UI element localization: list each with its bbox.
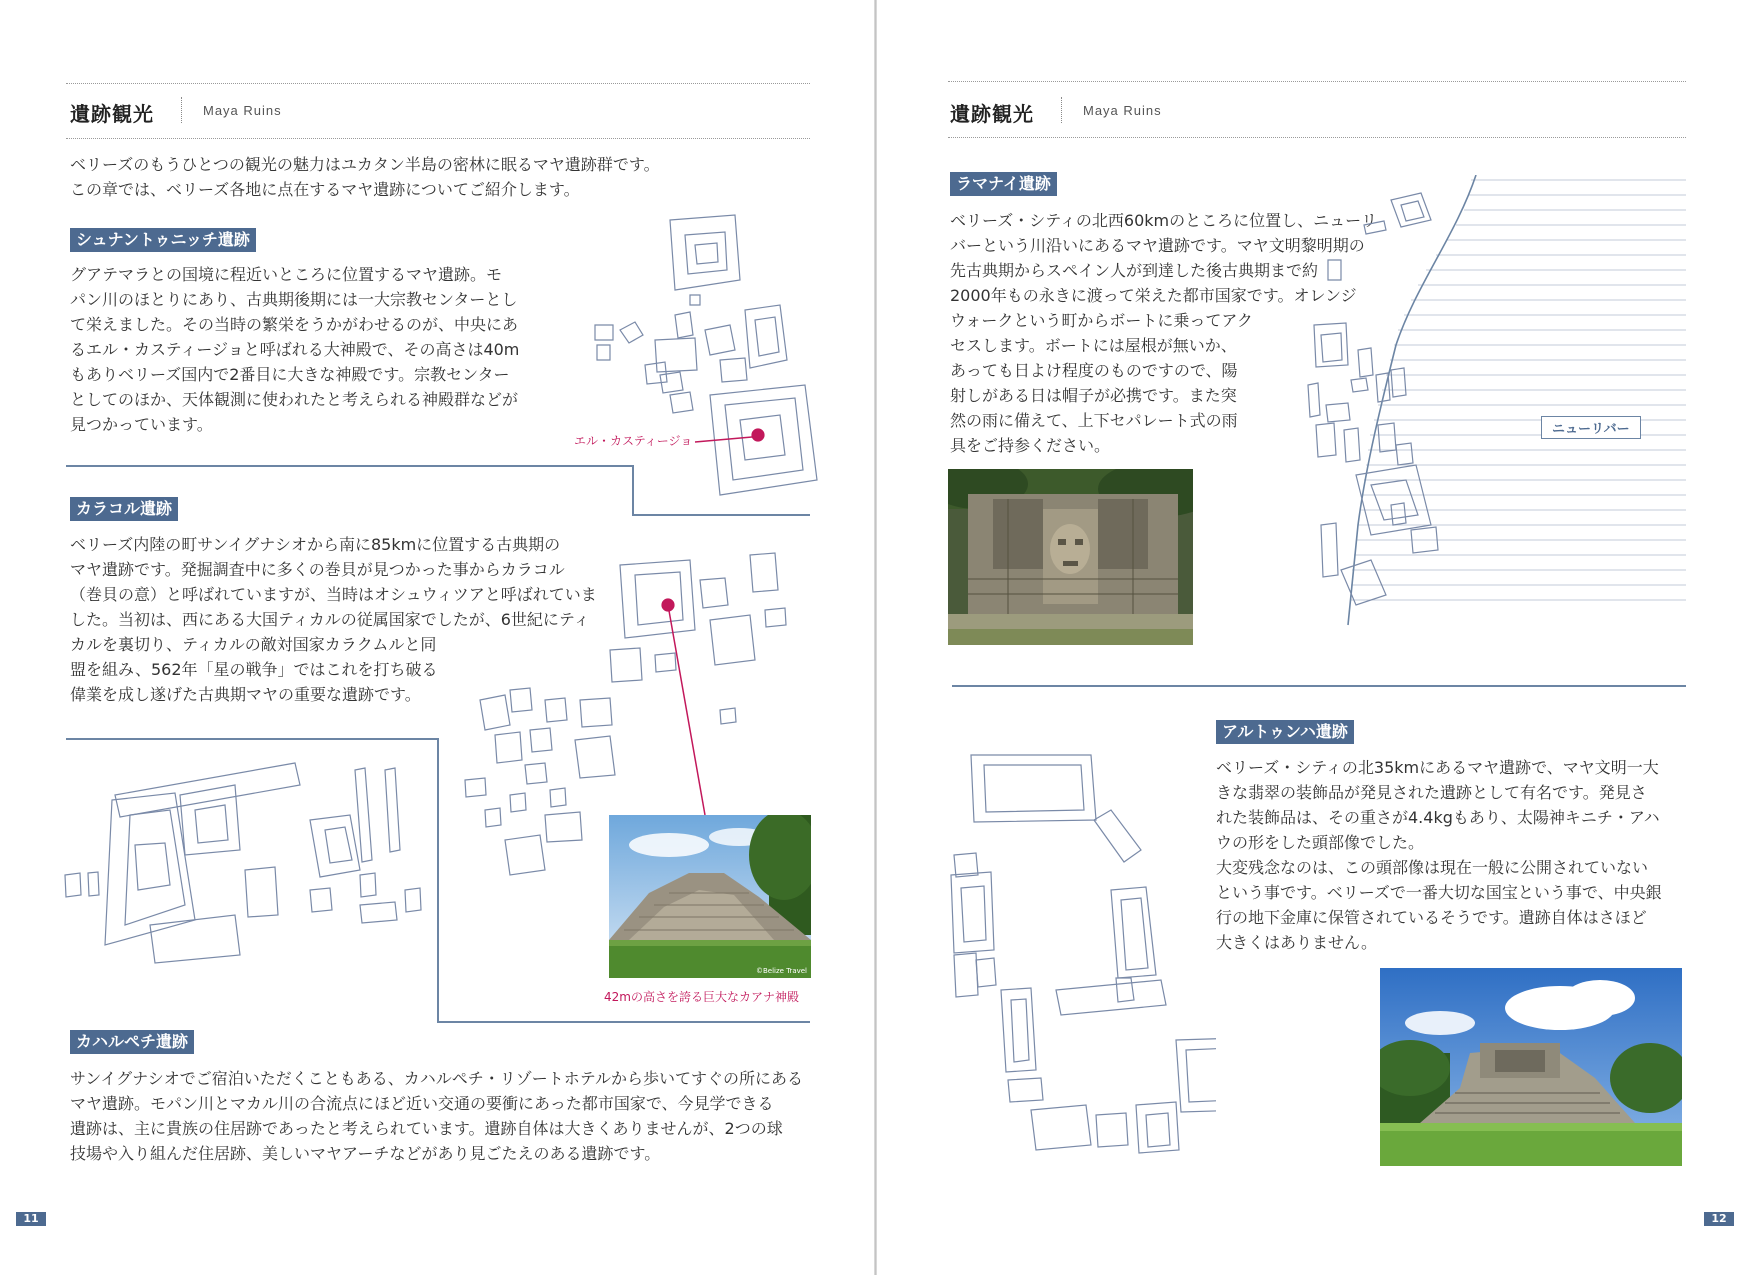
header-bottom-rule [66,138,810,139]
intro-text [70,152,810,202]
text-line: 大きくはありません。 [1216,933,1377,952]
page-subtitle: Maya Ruins [203,103,282,118]
caana-photo-caption: 42mの高さを誇る巨大なカアナ神殿 [604,990,799,1004]
text-line: きな翡翠の装飾品が発見された遺跡として有名です。発見さ [1216,783,1647,802]
caana-temple-photo [609,815,811,978]
header-bottom-rule [948,137,1686,138]
lamanai-heading: ラマナイ遺跡 [950,172,1057,196]
page-subtitle: Maya Ruins [1083,103,1162,118]
header-divider [1061,97,1062,123]
altun-ha-site-map [946,750,1216,1180]
page-title: 遺跡観光 [70,102,154,126]
altun-ha-heading: アルトゥンハ遺跡 [1216,720,1354,744]
text-line: ベリーズ内陸の町サンイグナシオから南に85kmに位置する古典期の [70,535,561,554]
altun-ha-text [1216,755,1686,955]
text-line: 見つかっています。 [70,415,213,434]
text-line: るエル・カスティージョと呼ばれる大神殿で、その高さは40m [70,340,520,359]
page-title: 遺跡観光 [950,102,1034,126]
caracol-heading: カラコル遺跡 [70,497,178,521]
right-page [876,0,1752,1275]
cahal-pech-heading: カハルペチ遺跡 [70,1030,194,1054]
intro-line: この章では、ベリーズ各地に点在するマヤ遺跡についてご紹介します。 [70,180,580,199]
section-rule-vertical [437,738,439,1022]
text-line: 大変残念なのは、この頭部像は現在一般に公開されていない [1216,858,1649,877]
text-line: （巻貝の意）と呼ばれていますが、当時はオシュウィツアと呼ばれていま [70,585,597,604]
section-rule [66,738,438,740]
caracol-plaza-map [60,755,430,970]
page-number: 11 [16,1212,46,1226]
section-rule [437,1021,810,1023]
xunantunich-heading: シュナントゥニッチ遺跡 [70,228,256,252]
text-line: れた装飾品は、その重さが4.4kgもあり、太陽神キニチ・アハ [1216,808,1660,827]
text-line: 行の地下金庫に保管されているそうです。遺跡自体はさほど [1216,908,1647,927]
text-line: 具をご持参ください。 [950,436,1111,455]
lamanai-mask-temple-photo [948,469,1193,645]
text-line: パン川のほとりにあり、古典期後期には一大宗教センターとし [70,290,518,309]
text-line: ベリーズ・シティの北西60kmのところに位置し、ニューリ [950,211,1378,230]
text-line: 2000年もの永きに渡って栄えた都市国家です。オレンジ [950,286,1357,305]
text-line: としてのほか、天体観測に使われたと考えられる神殿群などが [70,390,519,409]
text-line: バーという川沿いにあるマヤ遺跡です。マヤ文明黎明期の [950,236,1365,255]
header-divider [181,97,182,123]
el-castillo-callout: エル・カスティージョ [574,434,693,448]
text-line: 然の雨に備えて、上下セパレート式の雨 [950,411,1238,430]
text-line: ベリーズ・シティの北35kmにあるマヤ遺跡で、マヤ文明一大 [1216,758,1659,777]
text-line: もありベリーズ国内で2番目に大きな神殿です。宗教センター [70,365,510,384]
text-line: マヤ遺跡。モパン川とマカル川の合流点にほど近い交通の要衝にあった都市国家で、今見学できる [70,1094,774,1113]
new-river-label: ニューリバー [1541,416,1641,439]
intro-line: ベリーズのもうひとつの観光の魅力はユカタン半島の密林に眠るマヤ遺跡群です。 [70,155,660,174]
section-rule [632,514,810,516]
text-line: セスします。ボートには屋根が無いか、 [950,336,1237,355]
page-number: 12 [1704,1212,1734,1226]
text-line: 盟を組み、562年「星の戦争」ではこれを打ち破る [70,660,438,679]
text-line: 偉業を成し遂げた古典期マヤの重要な遺跡です。 [70,685,421,704]
text-line: マヤ遺跡です。発掘調査中に多くの巻貝が見つかった事からカラコル [70,560,565,579]
text-line: した。当初は、西にある大国ティカルの従属国家でしたが、6世紀にティ [70,610,590,629]
text-line: 先古典期からスペイン人が到達した後古典期まで約 [950,261,1319,280]
section-rule-vertical [632,465,634,515]
lamanai-site-map [1296,175,1686,635]
header-top-rule [948,81,1686,82]
photo-credit: ©Belize Travel [755,967,807,975]
text-line: ウォークという町からボートに乗ってアク [950,311,1253,330]
text-line: グアテマラとの国境に程近いところに位置するマヤ遺跡。モ [70,265,503,284]
header-top-rule [66,83,810,84]
text-line: ウの形をした頭部像でした。 [1216,833,1425,852]
text-line: 射しがある日は帽子が必携です。また突 [950,386,1237,405]
text-line: サンイグナシオでご宿泊いただくこともある、カハルペチ・リゾートホテルから歩いてすぐの所にある [70,1069,803,1088]
xunantunich-text [70,262,550,437]
text-line: あっても日よけ程度のものですので、陽 [950,361,1238,380]
text-line: カルを裏切り、ティカルの敵対国家カラクムルと同 [70,635,437,654]
altun-ha-temple-photo [1380,968,1682,1166]
text-line: という事です。ベリーズで一番大切な国宝という事で、中央銀 [1216,883,1662,902]
text-line: 遺跡は、主に貴族の住居跡であったと考えられています。遺跡自体は大きくありませんが、2つの球 [70,1119,783,1138]
cahal-pech-text [70,1066,830,1166]
section-rule [952,685,1686,687]
text-line: て栄えました。その当時の繁栄をうかがわせるのが、中央にあ [70,315,519,334]
section-rule [66,465,633,467]
text-line: 技場や入り組んだ住居跡、美しいマヤアーチなどがあり見ごたえのある遺跡です。 [70,1144,661,1163]
